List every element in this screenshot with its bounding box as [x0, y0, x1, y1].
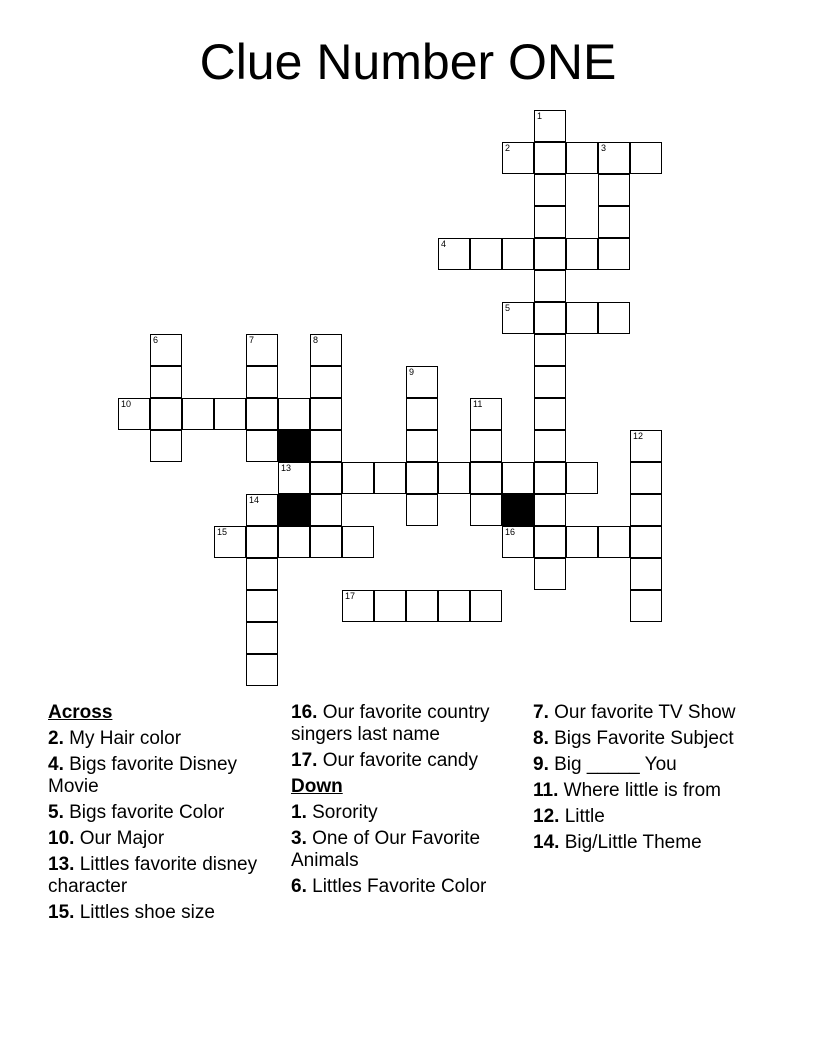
grid-cell[interactable] — [438, 462, 470, 494]
grid-cell[interactable] — [150, 398, 182, 430]
clue-item-text: Where little is from — [558, 780, 721, 801]
grid-cell[interactable] — [374, 590, 406, 622]
grid-cell[interactable] — [310, 526, 342, 558]
grid-cell[interactable] — [630, 462, 662, 494]
grid-cell[interactable] — [598, 238, 630, 270]
grid-cell[interactable] — [342, 526, 374, 558]
clue-item — [291, 828, 531, 872]
grid-cell[interactable] — [310, 430, 342, 462]
across-clue-list-continued — [291, 702, 531, 772]
grid-cell[interactable] — [118, 398, 150, 430]
clue-item — [533, 702, 773, 724]
clue-item — [48, 828, 288, 850]
clue-item-text: Bigs favorite Disney Movie — [48, 754, 238, 797]
clue-number-label: 17 — [345, 591, 356, 601]
grid-cell[interactable] — [406, 366, 438, 398]
clue-item-text: Our Major — [74, 828, 165, 849]
grid-cell[interactable] — [246, 558, 278, 590]
clue-item-text: Littles favorite disney character — [48, 854, 258, 897]
down-heading: Down — [291, 776, 343, 797]
clue-item — [533, 832, 773, 854]
grid-cell[interactable] — [566, 526, 598, 558]
grid-cell[interactable] — [246, 494, 278, 526]
grid-cell[interactable] — [406, 398, 438, 430]
clue-item — [48, 754, 288, 798]
clue-item-number: 14. — [533, 832, 560, 853]
grid-cell[interactable] — [246, 622, 278, 654]
clue-number-label: 6 — [153, 335, 159, 345]
clue-number-label: 2 — [505, 143, 511, 153]
grid-block-cell — [278, 430, 310, 462]
grid-cell[interactable] — [310, 494, 342, 526]
clue-item-text: Littles shoe size — [74, 902, 215, 923]
grid-cell[interactable] — [630, 590, 662, 622]
clue-item — [48, 802, 288, 824]
grid-cell[interactable] — [246, 398, 278, 430]
across-clue-list — [48, 728, 288, 924]
grid-cell[interactable] — [534, 334, 566, 366]
clue-item-text: Our favorite country singers last name — [291, 702, 490, 745]
clue-item — [291, 702, 531, 746]
clue-number-label: 12 — [633, 431, 644, 441]
grid-cell[interactable] — [534, 494, 566, 526]
clue-item — [48, 854, 288, 898]
grid-cell[interactable] — [502, 462, 534, 494]
clue-item-text: Sorority — [306, 802, 378, 823]
clue-number-label: 11 — [473, 399, 483, 409]
down-clue-list — [291, 802, 531, 898]
grid-cell[interactable] — [150, 430, 182, 462]
clue-number-label: 9 — [409, 367, 415, 377]
grid-cell[interactable] — [534, 302, 566, 334]
clue-number-label: 14 — [249, 495, 260, 505]
grid-cell[interactable] — [534, 526, 566, 558]
clue-number-label: 13 — [281, 463, 292, 473]
clue-item-number: 13. — [48, 854, 75, 875]
clue-number-label: 7 — [249, 335, 255, 345]
clue-item-text: One of Our Favorite Animals — [291, 828, 481, 871]
grid-cell[interactable] — [406, 494, 438, 526]
clue-item-text: Bigs favorite Color — [63, 802, 225, 823]
clue-item-text: Big _____ You — [548, 754, 677, 775]
clue-item-number: 8. — [533, 728, 549, 749]
clue-column-1 — [48, 702, 288, 928]
clue-item-number: 9. — [533, 754, 549, 775]
grid-cell[interactable] — [278, 398, 310, 430]
grid-cell[interactable] — [406, 462, 438, 494]
clue-item — [48, 902, 288, 924]
grid-cell[interactable] — [502, 238, 534, 270]
clue-item-number: 15. — [48, 902, 75, 923]
clue-item-number: 5. — [48, 802, 64, 823]
clue-item-text: Little — [559, 806, 605, 827]
clue-item-text: Big/Little Theme — [559, 832, 702, 853]
clue-column-3 — [533, 702, 773, 858]
clue-item-number: 11. — [533, 780, 559, 801]
grid-cell[interactable] — [566, 462, 598, 494]
grid-cell[interactable] — [342, 462, 374, 494]
clue-number-label: 5 — [505, 303, 511, 313]
grid-cell[interactable] — [502, 302, 534, 334]
grid-cell[interactable] — [534, 430, 566, 462]
grid-cell[interactable] — [310, 398, 342, 430]
clue-item-text: Littles Favorite Color — [306, 876, 487, 897]
clue-item — [48, 728, 288, 750]
grid-cell[interactable] — [246, 430, 278, 462]
grid-cell[interactable] — [470, 462, 502, 494]
grid-cell[interactable] — [310, 366, 342, 398]
clue-item — [291, 876, 531, 898]
grid-cell[interactable] — [598, 526, 630, 558]
clue-item — [533, 806, 773, 828]
grid-cell[interactable] — [630, 142, 662, 174]
clue-item — [291, 750, 531, 772]
grid-cell[interactable] — [534, 462, 566, 494]
grid-cell[interactable] — [534, 142, 566, 174]
grid-cell[interactable] — [310, 462, 342, 494]
grid-cell[interactable] — [630, 526, 662, 558]
grid-cell[interactable] — [278, 462, 310, 494]
grid-cell[interactable] — [214, 398, 246, 430]
grid-cell[interactable] — [566, 142, 598, 174]
clue-number-label: 10 — [121, 399, 132, 409]
grid-cell[interactable] — [534, 206, 566, 238]
grid-cell[interactable] — [374, 462, 406, 494]
grid-cell[interactable] — [630, 494, 662, 526]
clue-item-text: Bigs Favorite Subject — [548, 728, 734, 749]
grid-cell[interactable] — [534, 398, 566, 430]
grid-cell[interactable] — [182, 398, 214, 430]
clue-item-number: 7. — [533, 702, 549, 723]
grid-cell[interactable] — [534, 110, 566, 142]
grid-cell[interactable] — [406, 430, 438, 462]
grid-cell[interactable] — [534, 238, 566, 270]
clue-number-label: 8 — [313, 335, 319, 345]
clue-item-number: 2. — [48, 728, 64, 749]
grid-cell[interactable] — [150, 334, 182, 366]
across-heading: Across — [48, 702, 113, 723]
grid-cell[interactable] — [278, 526, 310, 558]
grid-block-cell — [502, 494, 534, 526]
grid-cell[interactable] — [342, 590, 374, 622]
clue-number-label: 16 — [505, 527, 516, 537]
grid-cell[interactable] — [534, 366, 566, 398]
grid-cell[interactable] — [630, 558, 662, 590]
clue-item — [291, 802, 531, 824]
grid-cell[interactable] — [598, 302, 630, 334]
clue-item-number: 16. — [291, 702, 318, 723]
grid-cell[interactable] — [502, 142, 534, 174]
grid-cell[interactable] — [534, 558, 566, 590]
grid-cell[interactable] — [534, 174, 566, 206]
grid-cell[interactable] — [566, 238, 598, 270]
grid-cell[interactable] — [470, 398, 502, 430]
grid-cell[interactable] — [310, 334, 342, 366]
page-title: Clue Number ONE — [199, 34, 617, 90]
clue-item-number: 12. — [533, 806, 560, 827]
clue-number-label: 3 — [601, 143, 607, 153]
grid-cell[interactable] — [598, 142, 630, 174]
clue-item-number: 4. — [48, 754, 64, 775]
clue-item — [533, 754, 773, 776]
clue-column-2 — [291, 702, 531, 902]
grid-cell[interactable] — [598, 206, 630, 238]
clue-item — [533, 780, 773, 802]
down-clue-list-continued — [533, 702, 773, 854]
grid-cell[interactable] — [406, 590, 438, 622]
clue-item-number: 3. — [291, 828, 307, 849]
grid-cell[interactable] — [246, 526, 278, 558]
grid-cell[interactable] — [214, 526, 246, 558]
grid-cell[interactable] — [470, 238, 502, 270]
grid-cell[interactable] — [438, 238, 470, 270]
grid-cell[interactable] — [470, 430, 502, 462]
grid-cell[interactable] — [246, 366, 278, 398]
clue-item-text: Our favorite candy — [317, 750, 478, 771]
grid-cell[interactable] — [246, 590, 278, 622]
grid-cell[interactable] — [246, 334, 278, 366]
grid-cell[interactable] — [566, 302, 598, 334]
clue-number-label: 1 — [537, 111, 543, 121]
grid-cell[interactable] — [246, 654, 278, 686]
clue-item-number: 6. — [291, 876, 307, 897]
clue-item-number: 1. — [291, 802, 307, 823]
grid-cell[interactable] — [630, 430, 662, 462]
clue-item-number: 10. — [48, 828, 75, 849]
clue-item — [533, 728, 773, 750]
clue-item-number: 17. — [291, 750, 318, 771]
clue-number-label: 15 — [217, 527, 228, 537]
clue-number-label: 4 — [441, 239, 447, 249]
clue-item-text: My Hair color — [63, 728, 182, 749]
grid-cell[interactable] — [502, 526, 534, 558]
grid-cell[interactable] — [598, 174, 630, 206]
grid-cell[interactable] — [150, 366, 182, 398]
grid-cell[interactable] — [470, 590, 502, 622]
grid-cell[interactable] — [534, 270, 566, 302]
grid-block-cell — [278, 494, 310, 526]
grid-cell[interactable] — [438, 590, 470, 622]
grid-cell[interactable] — [470, 494, 502, 526]
clue-item-text: Our favorite TV Show — [548, 702, 736, 723]
